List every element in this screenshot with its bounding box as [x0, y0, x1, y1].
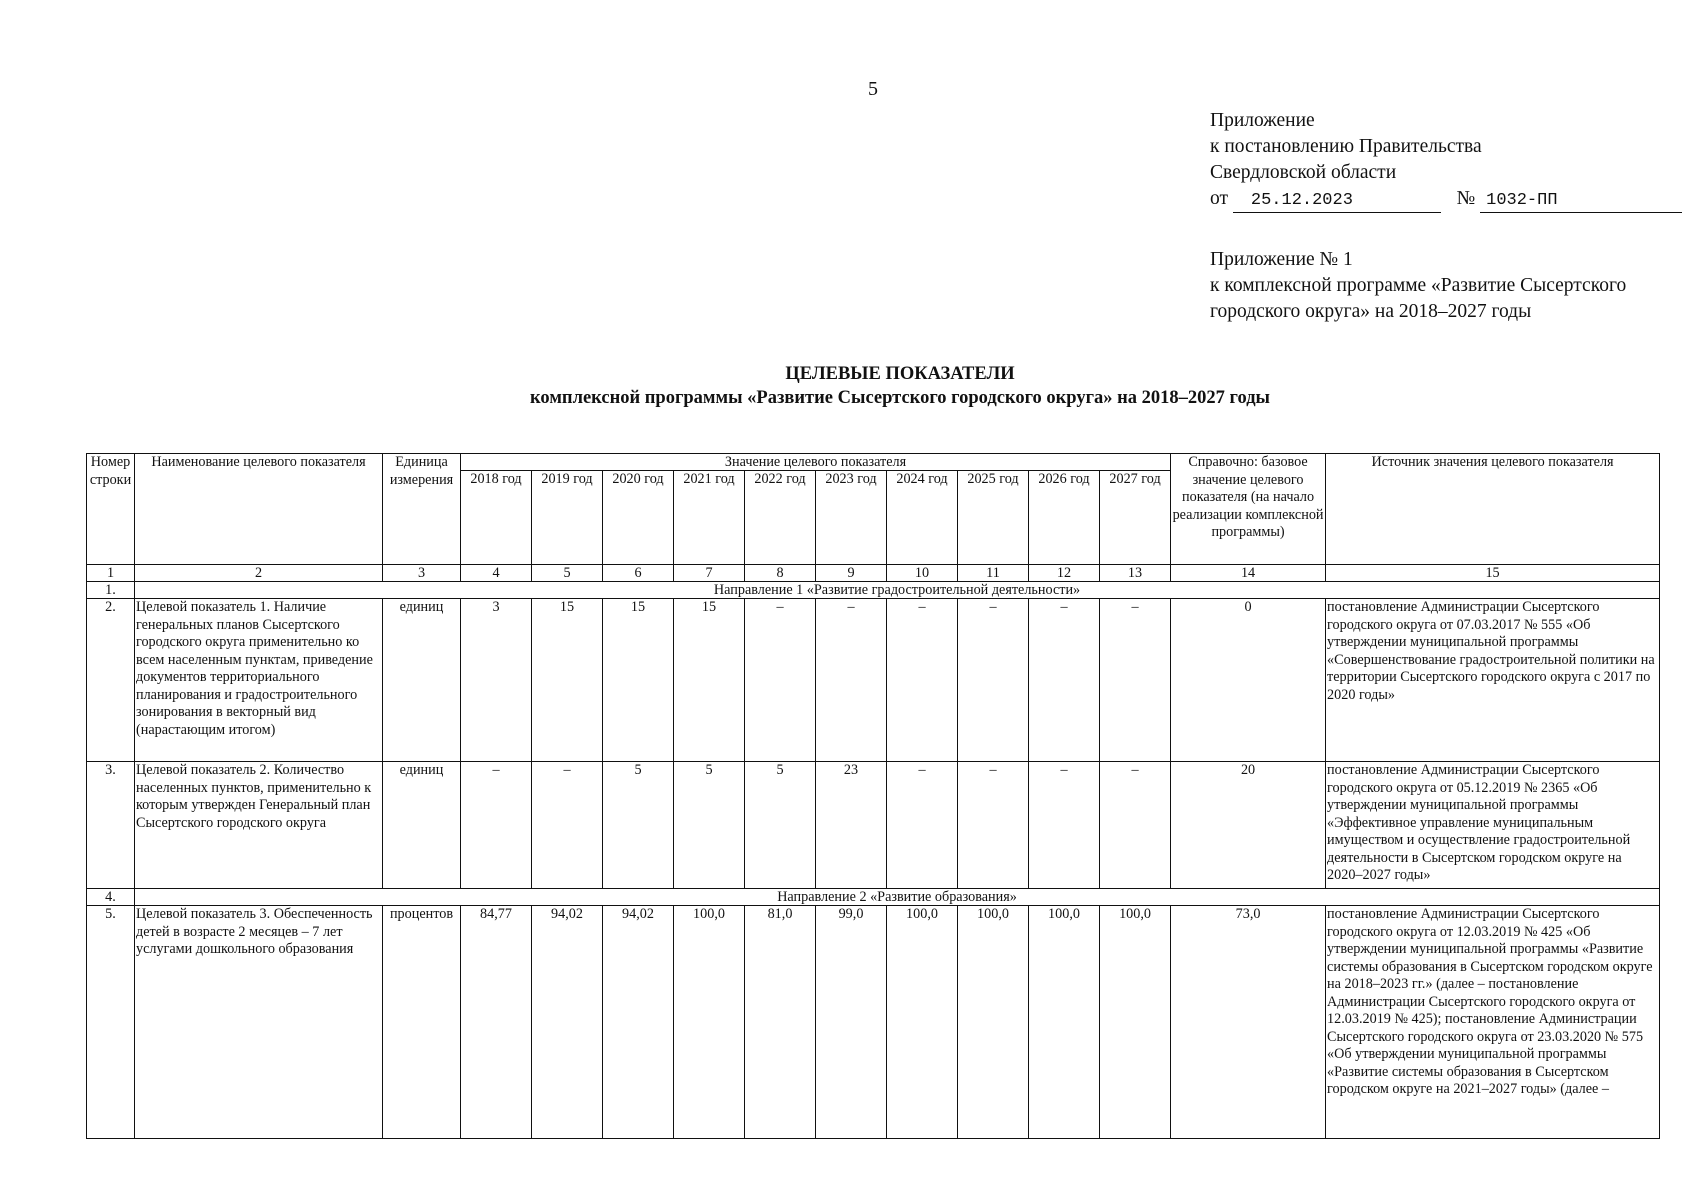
- column-number: 5: [532, 565, 603, 582]
- table-row-direction: [87, 582, 1660, 599]
- column-number: 14: [1171, 565, 1326, 582]
- decree-date: 25.12.2023: [1233, 190, 1441, 213]
- indicator-name: Целевой показатель 3. Обеспеченность детей в возрасте 2 месяцев – 7 лет услугами дошкольного образования: [135, 906, 383, 1139]
- column-number: 6: [603, 565, 674, 582]
- column-number-row: [87, 565, 1660, 582]
- header-year: 2027 год: [1100, 471, 1171, 565]
- column-number: 10: [887, 565, 958, 582]
- year-value: –: [1100, 599, 1171, 762]
- header-row-number: Номер строки: [87, 454, 135, 565]
- year-value: –: [461, 762, 532, 889]
- year-value: 15: [532, 599, 603, 762]
- unit: единиц: [383, 762, 461, 889]
- appendix-header: [1210, 108, 1682, 213]
- year-value: 100,0: [887, 906, 958, 1139]
- source-text: постановление Администрации Сысертского городского округа от 07.03.2017 № 555 «Об утверждении муниципальной программы «Совершенствование градостроительной политики на территории Сысертского городского округа с 2017 по 2020 годы»: [1326, 599, 1660, 762]
- appendix-line: городского округа» на 2018–2027 годы: [1210, 301, 1532, 322]
- column-number: 15: [1326, 565, 1660, 582]
- row-number: 5.: [87, 906, 135, 1139]
- header-values-group: Значение целевого показателя: [461, 454, 1171, 471]
- from-label: от: [1210, 188, 1229, 209]
- decree-number: 1032-ПП: [1480, 190, 1682, 213]
- direction-title: Направление 1 «Развитие градостроительной деятельности»: [135, 582, 1660, 599]
- column-number: 4: [461, 565, 532, 582]
- number-label: №: [1456, 188, 1476, 209]
- year-value: 100,0: [1100, 906, 1171, 1139]
- year-value: 23: [816, 762, 887, 889]
- table-row-direction: [87, 889, 1660, 906]
- column-number: 12: [1029, 565, 1100, 582]
- target-indicators-table: [86, 453, 1660, 1139]
- program-appendix-header: [1210, 247, 1626, 325]
- year-value: 5: [603, 762, 674, 889]
- header-year: 2021 год: [674, 471, 745, 565]
- header-year: 2018 год: [461, 471, 532, 565]
- base-value: 73,0: [1171, 906, 1326, 1139]
- header-year: 2024 год: [887, 471, 958, 565]
- appendix-line: к комплексной программе «Развитие Сысертского: [1210, 275, 1627, 296]
- year-value: –: [958, 599, 1029, 762]
- year-value: –: [1029, 762, 1100, 889]
- appendix-line: к постановлению Правительства: [1210, 136, 1482, 157]
- row-number: 1.: [87, 582, 135, 599]
- year-value: 3: [461, 599, 532, 762]
- header-indicator-name: Наименование целевого показателя: [135, 454, 383, 565]
- row-number: 2.: [87, 599, 135, 762]
- year-value: –: [958, 762, 1029, 889]
- appendix-line: Приложение № 1: [1210, 249, 1353, 270]
- document-subtitle: комплексной программы «Развитие Сысертского городского округа» на 2018–2027 годы: [530, 388, 1270, 408]
- year-value: 94,02: [532, 906, 603, 1139]
- header-year: 2019 год: [532, 471, 603, 565]
- header-unit: Единица измерения: [383, 454, 461, 565]
- header-year: 2020 год: [603, 471, 674, 565]
- year-value: 100,0: [674, 906, 745, 1139]
- column-number: 9: [816, 565, 887, 582]
- year-value: –: [1100, 762, 1171, 889]
- column-number: 8: [745, 565, 816, 582]
- year-value: –: [1029, 599, 1100, 762]
- document-title: ЦЕЛЕВЫЕ ПОКАЗАТЕЛИ: [785, 364, 1015, 384]
- year-value: –: [745, 599, 816, 762]
- source-text: постановление Администрации Сысертского городского округа от 05.12.2019 № 2365 «Об утверждении муниципальной программы «Эффективное управление муниципальным имуществом и осуществление градостроительной деятельности в Сысертском городском округе на 2020–2027 годы»: [1326, 762, 1660, 889]
- column-number: 1: [87, 565, 135, 582]
- column-number: 13: [1100, 565, 1171, 582]
- column-number: 2: [135, 565, 383, 582]
- year-value: –: [816, 599, 887, 762]
- base-value: 0: [1171, 599, 1326, 762]
- year-value: 100,0: [1029, 906, 1100, 1139]
- unit: процентов: [383, 906, 461, 1139]
- source-text: постановление Администрации Сысертского городского округа от 12.03.2019 № 425 «Об утверждении муниципальной программы «Развитие системы образования в Сысертском городском округе на 2018–2023 гг.» (далее – постановление Администрации Сысертского городского округа от 12.03.2019 № 425); постановление Администрации Сысертского городского округа от 23.03.2020 № 575 «Об утверждении муниципальной программы «Развитие системы образования в Сысертском городском округе на 2021–2027 годы» (далее –: [1326, 906, 1660, 1139]
- table-row: [87, 762, 1660, 889]
- row-number: 4.: [87, 889, 135, 906]
- table-row: [87, 906, 1660, 1139]
- base-value: 20: [1171, 762, 1326, 889]
- year-value: –: [532, 762, 603, 889]
- page-number: 5: [868, 78, 878, 100]
- appendix-line: Свердловской области: [1210, 162, 1397, 183]
- table-row: [87, 599, 1660, 762]
- year-value: 15: [674, 599, 745, 762]
- column-number: 7: [674, 565, 745, 582]
- header-year: 2022 год: [745, 471, 816, 565]
- appendix-line: Приложение: [1210, 110, 1315, 131]
- header-base-value: Справочно: базовое значение целевого показателя (на начало реализации комплексной программы): [1171, 454, 1326, 565]
- unit: единиц: [383, 599, 461, 762]
- indicator-name: Целевой показатель 2. Количество населенных пунктов, применительно к которым утвержден Генеральный план Сысертского городского округа: [135, 762, 383, 889]
- header-source: Источник значения целевого показателя: [1326, 454, 1660, 565]
- year-value: 100,0: [958, 906, 1029, 1139]
- year-value: 15: [603, 599, 674, 762]
- year-value: 5: [745, 762, 816, 889]
- year-value: –: [887, 762, 958, 889]
- year-value: 81,0: [745, 906, 816, 1139]
- direction-title: Направление 2 «Развитие образования»: [135, 889, 1660, 906]
- year-value: 5: [674, 762, 745, 889]
- header-year: 2026 год: [1029, 471, 1100, 565]
- header-year: 2023 год: [816, 471, 887, 565]
- header-year: 2025 год: [958, 471, 1029, 565]
- indicator-name: Целевой показатель 1. Наличие генеральных планов Сысертского городского округа применительно ко всем населенным пунктам, приведение документов территориального планирования и градостроительного зонирования в векторный вид (нарастающим итогом): [135, 599, 383, 762]
- column-number: 3: [383, 565, 461, 582]
- appendix-date-line: [1210, 186, 1682, 213]
- year-value: 94,02: [603, 906, 674, 1139]
- row-number: 3.: [87, 762, 135, 889]
- year-value: 99,0: [816, 906, 887, 1139]
- year-value: 84,77: [461, 906, 532, 1139]
- column-number: 11: [958, 565, 1029, 582]
- year-value: –: [887, 599, 958, 762]
